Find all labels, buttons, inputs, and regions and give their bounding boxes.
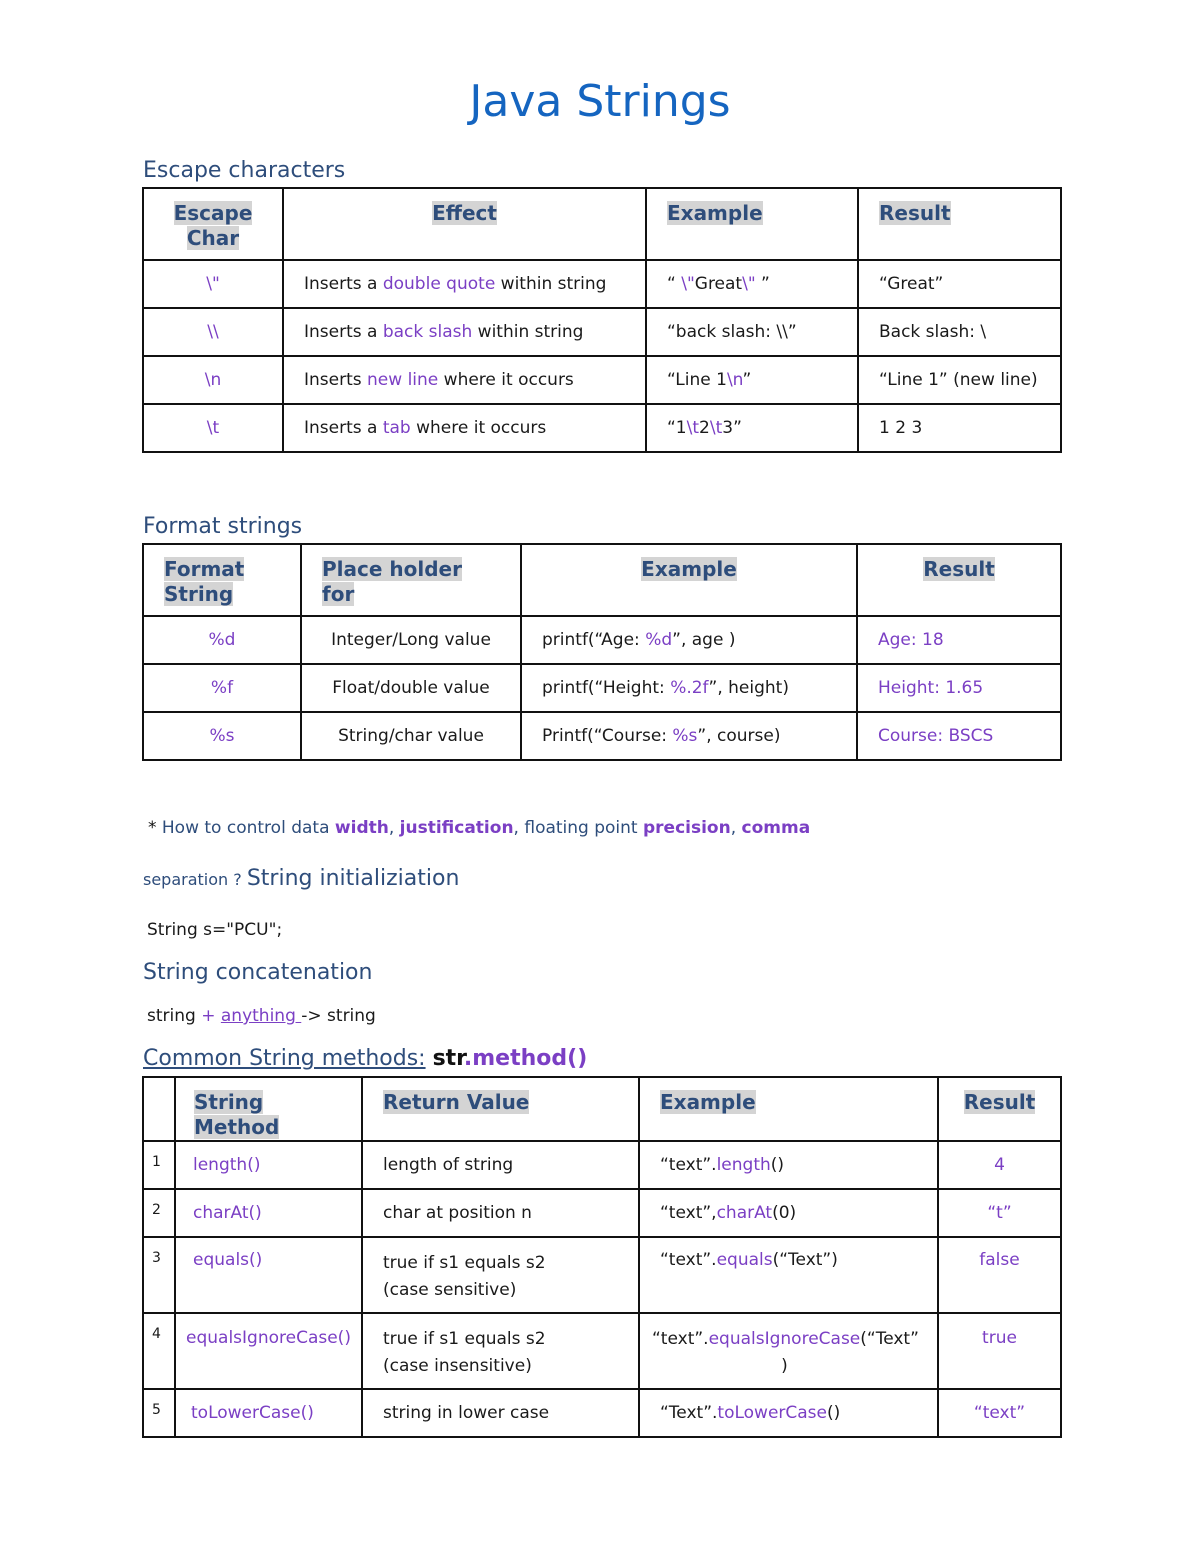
header-cell xyxy=(858,188,1061,260)
table-header-row xyxy=(143,188,1061,260)
method-cell: equalsIgnoreCase() xyxy=(175,1313,362,1389)
result-cell: “Line 1” (new line) xyxy=(858,356,1061,404)
init-heading: String initializiation xyxy=(246,866,460,891)
table-row xyxy=(143,712,1061,760)
result-cell: true xyxy=(938,1313,1061,1389)
header-label: Result xyxy=(879,201,951,225)
row-number: 4 xyxy=(143,1313,175,1389)
return-cell: string in lower case xyxy=(362,1389,639,1437)
table-header-row xyxy=(143,1077,1061,1141)
header-label: Result xyxy=(963,1090,1036,1114)
row-number: 2 xyxy=(143,1189,175,1237)
methods-table xyxy=(142,1076,1062,1438)
result-cell: “t” xyxy=(938,1189,1061,1237)
result-cell: Back slash: \ xyxy=(858,308,1061,356)
anything-link[interactable]: anything xyxy=(220,1006,302,1026)
format-heading: Format strings xyxy=(143,514,303,539)
holder-cell: Integer/Long value xyxy=(301,616,521,664)
table-row xyxy=(143,308,1061,356)
effect-cell: Inserts new line where it occurs xyxy=(283,356,646,404)
header-label: Result xyxy=(923,557,995,581)
table-row xyxy=(143,1141,1061,1189)
header-label: Return Value xyxy=(383,1090,530,1114)
format-note: * How to control data width, justification, floating point precision, comma xyxy=(148,818,811,838)
header-label: Format String xyxy=(164,557,245,606)
header-label: Example xyxy=(641,557,737,581)
header-cell xyxy=(646,188,858,260)
method-cell: toLowerCase() xyxy=(175,1389,362,1437)
table-row xyxy=(143,356,1061,404)
format-spec: %f xyxy=(143,664,301,712)
escape-char: \\ xyxy=(143,308,283,356)
method-cell: length() xyxy=(175,1141,362,1189)
page-title: Java Strings xyxy=(469,76,731,127)
header-cell xyxy=(362,1077,639,1141)
header-label: Effect xyxy=(432,201,497,225)
concat-heading: String concatenation xyxy=(143,960,373,985)
escape-char: \t xyxy=(143,404,283,452)
header-cell xyxy=(143,188,283,260)
table-row xyxy=(143,616,1061,664)
row-number: 1 xyxy=(143,1141,175,1189)
example-cell: printf(“Height: %.2f”, height) xyxy=(521,664,857,712)
header-cell xyxy=(175,1077,362,1141)
escape-char: \n xyxy=(143,356,283,404)
effect-cell: Inserts a tab where it occurs xyxy=(283,404,646,452)
method-cell: charAt() xyxy=(175,1189,362,1237)
result-cell: Age: 18 xyxy=(857,616,1061,664)
header-cell xyxy=(143,1077,175,1141)
header-label: Example xyxy=(667,201,763,225)
example-cell: “text”,charAt(0) xyxy=(639,1189,938,1237)
header-label: Example xyxy=(660,1090,756,1114)
example-cell: “Text”.toLowerCase() xyxy=(639,1389,938,1437)
format-spec: %s xyxy=(143,712,301,760)
header-label: String Method xyxy=(194,1090,280,1139)
header-cell xyxy=(857,544,1061,616)
return-cell: true if s1 equals s2 (case sensitive) xyxy=(362,1237,639,1313)
concat-line: string + anything -> string xyxy=(147,1006,376,1026)
result-cell: Height: 1.65 xyxy=(857,664,1061,712)
example-cell: printf(“Age: %d”, age ) xyxy=(521,616,857,664)
escape-heading: Escape characters xyxy=(143,158,346,183)
method-cell: equals() xyxy=(175,1237,362,1313)
example-cell: “text”.equalsIgnoreCase(“Text” ) xyxy=(639,1313,938,1389)
table-header-row xyxy=(143,544,1061,616)
example-cell: “text”.equals(“Text”) xyxy=(639,1237,938,1313)
table-row xyxy=(143,1313,1061,1389)
methods-heading-link[interactable]: Common String methods: xyxy=(143,1046,426,1071)
table-row xyxy=(143,260,1061,308)
example-cell: “Line 1\n” xyxy=(646,356,858,404)
effect-cell: Inserts a back slash within string xyxy=(283,308,646,356)
example-cell: Printf(“Course: %s”, course) xyxy=(521,712,857,760)
escape-table xyxy=(142,187,1062,453)
result-cell: 4 xyxy=(938,1141,1061,1189)
init-code: String s="PCU"; xyxy=(147,920,283,940)
return-cell: char at position n xyxy=(362,1189,639,1237)
row-number: 3 xyxy=(143,1237,175,1313)
effect-cell: Inserts a double quote within string xyxy=(283,260,646,308)
table-row xyxy=(143,1237,1061,1313)
holder-cell: String/char value xyxy=(301,712,521,760)
header-label: Place holder for xyxy=(322,557,462,606)
result-cell: Course: BSCS xyxy=(857,712,1061,760)
result-cell: 1 2 3 xyxy=(858,404,1061,452)
return-cell: true if s1 equals s2 (case insensitive) xyxy=(362,1313,639,1389)
example-cell: “back slash: \\” xyxy=(646,308,858,356)
result-cell: false xyxy=(938,1237,1061,1313)
example-cell: “1\t2\t3” xyxy=(646,404,858,452)
methods-heading: Common String methods: str.method() xyxy=(143,1046,588,1071)
header-cell xyxy=(283,188,646,260)
header-cell xyxy=(143,544,301,616)
result-cell: “Great” xyxy=(858,260,1061,308)
table-row xyxy=(143,1189,1061,1237)
format-table xyxy=(142,543,1062,761)
header-cell xyxy=(521,544,857,616)
note-line2: separation ? String initializiation xyxy=(143,866,460,891)
holder-cell: Float/double value xyxy=(301,664,521,712)
escape-char: \" xyxy=(143,260,283,308)
table-row xyxy=(143,1389,1061,1437)
return-cell: length of string xyxy=(362,1141,639,1189)
result-cell: “text” xyxy=(938,1389,1061,1437)
header-cell xyxy=(639,1077,938,1141)
header-label: Escape Char xyxy=(173,201,253,250)
example-cell: “ \"Great\" ” xyxy=(646,260,858,308)
example-cell: “text”.length() xyxy=(639,1141,938,1189)
row-number: 5 xyxy=(143,1389,175,1437)
header-cell xyxy=(301,544,521,616)
table-row xyxy=(143,664,1061,712)
header-cell xyxy=(938,1077,1061,1141)
format-spec: %d xyxy=(143,616,301,664)
table-row xyxy=(143,404,1061,452)
